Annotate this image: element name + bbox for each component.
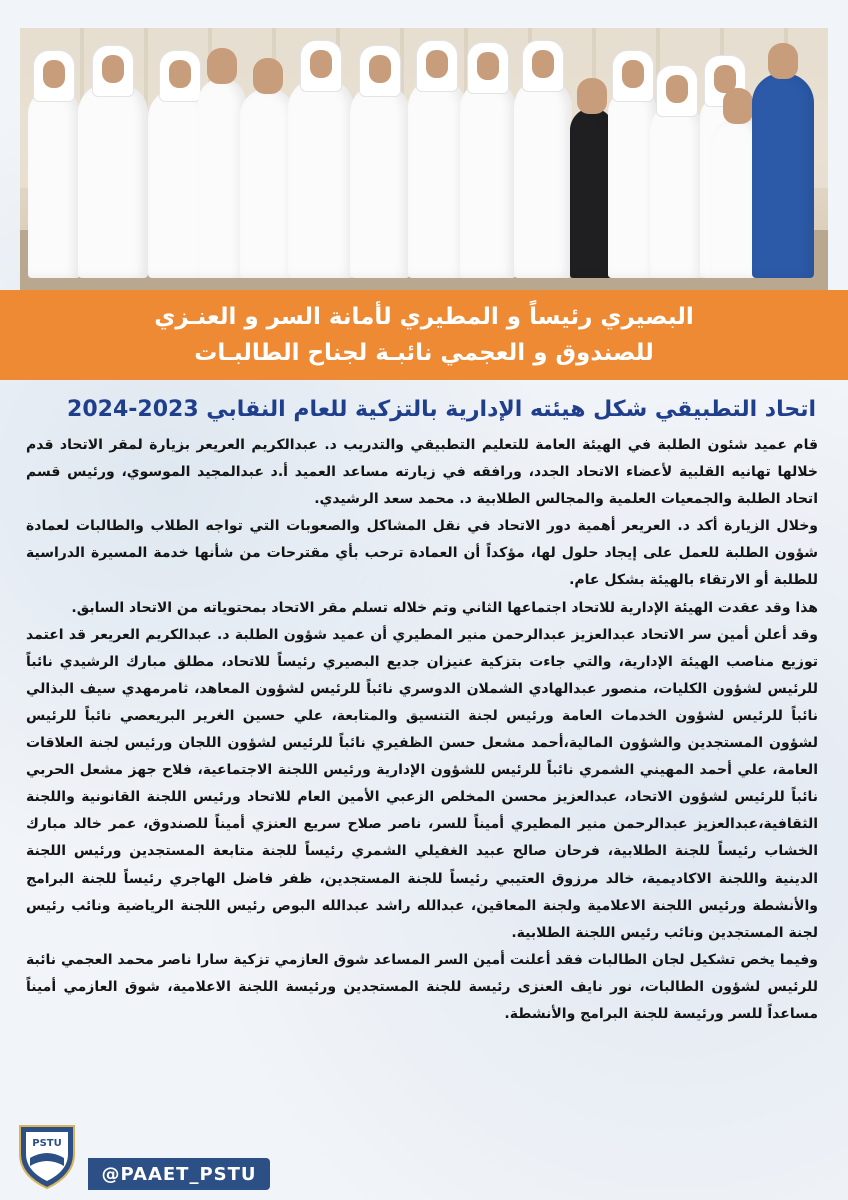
headline-line-1: البصيري رئيساً و المطيري لأمانة السر و العنـزي [154, 304, 694, 330]
social-handle: @PAAET_PSTU [88, 1158, 270, 1190]
article-paragraph: وقد أعلن أمين سر الاتحاد عبدالعزيز عبدالرحمن منير المطيري أن عميد شؤون الطلبة د. عبدالكريم العريعر قد اعتمد توزيع مناصب الهيئة الإدارية، والتي جاءت بتزكية عنيزان جديع البصيري رئيساً للاتحاد، مطلق مبارك الرشيدي نائباً للرئيس لشؤون الكليات، منصور عبدالهادي الشملان الدوسري نائباً للرئيس لشؤون المعاهد، ثامرمهدي سيف البذالي نائباً للرئيس لشؤون الخدمات العامة ورئيس لجنة التنسيق والمتابعة، علي حسين الغرير البريعصي نائباً للرئيس لشؤون المستجدين والشؤون المالية،أحمد مشعل حسن الظفيري نائباً للرئيس لشؤون اللجان ورئيس لجنة العلاقات العامة، علي أحمد المهيني الشمري نائباً للرئيس للشؤون الإدارية ورئيس اللجنة الاجتماعية، فلاح جهز مشعل الحربي نائباً للرئيس لشؤون الاتحاد، عبدالعزيز محسن المخلص الزعبي الأمين العام للاتحاد ورئيس اللجنة القانونية واللجنة الثقافية،عبدالعزيز عبدالرحمن منير المطيري أميناً للسر، ناصر صلاح سريع العنزي أميناً للصندوق، عمر خالد مبارك الخشاب رئيساً للجنة الطلابية، فرحان صالح عبيد الغفيلي الشمري رئيساً للجنة متابعة المستجدين ورئيس اللجنة الدينية واللجنة الاكاديمية، خالد مرزوق العتيبي رئيساً للجنة المستجدين، ظفر فاضل الهاجري رئيساً للجنة البرامج والأنشطة ورئيس اللجنة الاعلامية ولجنة المعاقين، عبدالله راشد عبدالله البوص رئيس اللجنة الرياضية ونائب رئيس لجنة المستجدين ونائب رئيس اللجنة الطلابية. [26, 626, 818, 941]
article-paragraph: وفيما يخص تشكيل لجان الطالبات فقد أعلنت أمين السر المساعد شوق العازمي تزكية سارا ناصر محمد العجمي نائبة للرئيس لشؤون الطالبات، نور نايف العنزى رئيسة للجنة المستجدين ورئيسة اللجنة الاعلامية، شوق العازمي أميناً مساعداً للسر ورئيسة للجنة البرامج والأنشطة. [26, 951, 818, 1022]
headline-line-2: للصندوق و العجمي نائبـة لجناح الطالبـات [194, 340, 654, 366]
article-body [26, 432, 818, 1028]
article-paragraph: وخلال الزيارة أكد د. العريعر أهمية دور الاتحاد في نقل المشاكل والصعوبات التي تواجه الطلاب والطالبات لعمادة شؤون الطلبة للعمل على إيجاد حلول لها، مؤكداً أن العمادة ترحب بأي مقترحات من شأنها خدمة المسيرة الدراسية للطلبة أو الارتقاء بالهيئة بشكل عام. [26, 518, 818, 589]
article-subtitle: اتحاد التطبيقي شكل هيئته الإدارية بالتزكية للعام النقابي 2023-2024 [67, 397, 816, 422]
logo-text: PSTU [32, 1138, 62, 1149]
headline-banner [0, 290, 848, 380]
group-photo [20, 28, 828, 290]
pstu-logo [12, 1120, 82, 1190]
article-paragraph: قام عميد شئون الطلبة في الهيئة العامة للتعليم التطبيقي والتدريب د. عبدالكريم العريعر بزيارة لمقر الاتحاد قدم خلالها تهانيه القلبية لأعضاء الاتحاد الجدد، ورافقه في زيارته مساعد العميد أ.د عبدالمجيد الموسوي، ورئيس قسم اتحاد الطلبة والجمعيات العلمية والمجالس الطلابية د. محمد سعد الرشيدي. [26, 437, 818, 508]
article-paragraph: هذا وقد عقدت الهيئة الإدارية للاتحاد اجتماعها الثاني وتم خلاله تسلم مقر الاتحاد بمحتوياته من الاتحاد السابق. [71, 599, 818, 616]
